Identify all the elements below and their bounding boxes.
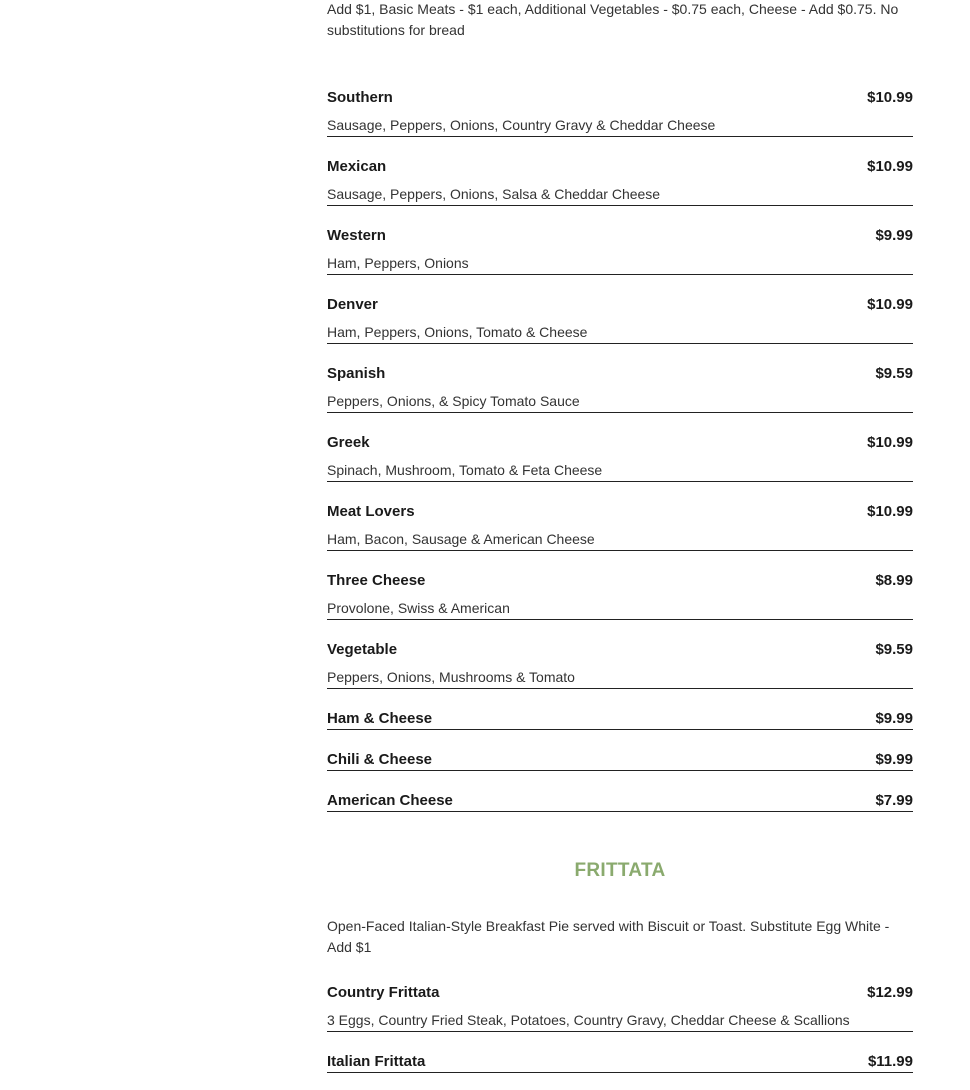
menu-item-price: $10.99 <box>867 296 913 313</box>
menu-item-name: Italian Frittata <box>327 1053 426 1070</box>
menu-item <box>327 1032 913 1073</box>
menu-item-price: $9.99 <box>875 227 913 244</box>
menu-item-price: $9.99 <box>875 751 913 768</box>
menu-item <box>327 68 913 137</box>
menu-item-name: Mexican <box>327 158 387 175</box>
omelette-item-list <box>327 68 913 812</box>
menu-item <box>327 984 913 1032</box>
menu-item-name: Spanish <box>327 365 386 382</box>
menu-item <box>327 482 913 551</box>
menu-item <box>327 275 913 344</box>
menu-item-description: Ham, Peppers, Onions, Tomato & Cheese <box>327 324 588 340</box>
menu-item-name: Three Cheese <box>327 572 426 589</box>
menu-item-name: Meat Lovers <box>327 503 415 520</box>
menu-item-price: $9.59 <box>875 641 913 658</box>
menu-item-name: Ham & Cheese <box>327 710 433 727</box>
menu-item <box>327 206 913 275</box>
menu-item <box>327 730 913 771</box>
menu-item-price: $10.99 <box>867 158 913 175</box>
menu-item <box>327 771 913 812</box>
menu-item-description: Peppers, Onions, Mushrooms & Tomato <box>327 669 575 685</box>
menu-item-price: $9.59 <box>875 365 913 382</box>
menu-item-description: Peppers, Onions, & Spicy Tomato Sauce <box>327 393 580 409</box>
menu-item <box>327 689 913 730</box>
menu-item-name: Western <box>327 227 386 244</box>
menu-item-name: Chili & Cheese <box>327 751 433 768</box>
menu-item-name: Southern <box>327 89 393 106</box>
menu-item-price: $9.99 <box>875 710 913 727</box>
menu-column <box>327 0 913 1073</box>
menu-item-description: Spinach, Mushroom, Tomato & Feta Cheese <box>327 462 603 478</box>
menu-item <box>327 344 913 413</box>
menu-item <box>327 413 913 482</box>
menu-item-description: Sausage, Peppers, Onions, Salsa & Cheddar Cheese <box>327 186 661 202</box>
menu-item-name: Greek <box>327 434 370 451</box>
menu-item-name: American Cheese <box>327 792 453 809</box>
section-title-frittata: FRITTATA <box>574 860 666 881</box>
menu-item-description: Ham, Bacon, Sausage & American Cheese <box>327 531 595 547</box>
omelette-section-intro: Add $1, Basic Meats - $1 each, Additional Vegetables - $0.75 each, Cheese - Add $0.75. No substitutions for bread <box>327 1 899 38</box>
menu-item-price: $12.99 <box>867 984 913 1001</box>
menu-item-description: Sausage, Peppers, Onions, Country Gravy & Cheddar Cheese <box>327 117 716 133</box>
menu-item-price: $10.99 <box>867 89 913 106</box>
menu-item-price: $10.99 <box>867 503 913 520</box>
menu-item-price: $11.99 <box>867 1053 913 1070</box>
menu-item-description: 3 Eggs, Country Fried Steak, Potatoes, Country Gravy, Cheddar Cheese & Scallions <box>327 1012 850 1028</box>
menu-item <box>327 137 913 206</box>
menu-item-name: Vegetable <box>327 641 398 658</box>
menu-item-description: Provolone, Swiss & American <box>327 600 510 616</box>
menu-item-name: Country Frittata <box>327 984 440 1001</box>
menu-item <box>327 551 913 620</box>
menu-item-price: $10.99 <box>867 434 913 451</box>
frittata-section-intro: Open-Faced Italian-Style Breakfast Pie served with Biscuit or Toast. Substitute Egg White - Add $1 <box>327 918 890 955</box>
menu-item <box>327 620 913 689</box>
frittata-item-list <box>327 984 913 1073</box>
menu-item-price: $8.99 <box>875 572 913 589</box>
menu-item-description: Ham, Peppers, Onions <box>327 255 469 271</box>
menu-item-price: $7.99 <box>875 792 913 809</box>
menu-item-name: Denver <box>327 296 378 313</box>
